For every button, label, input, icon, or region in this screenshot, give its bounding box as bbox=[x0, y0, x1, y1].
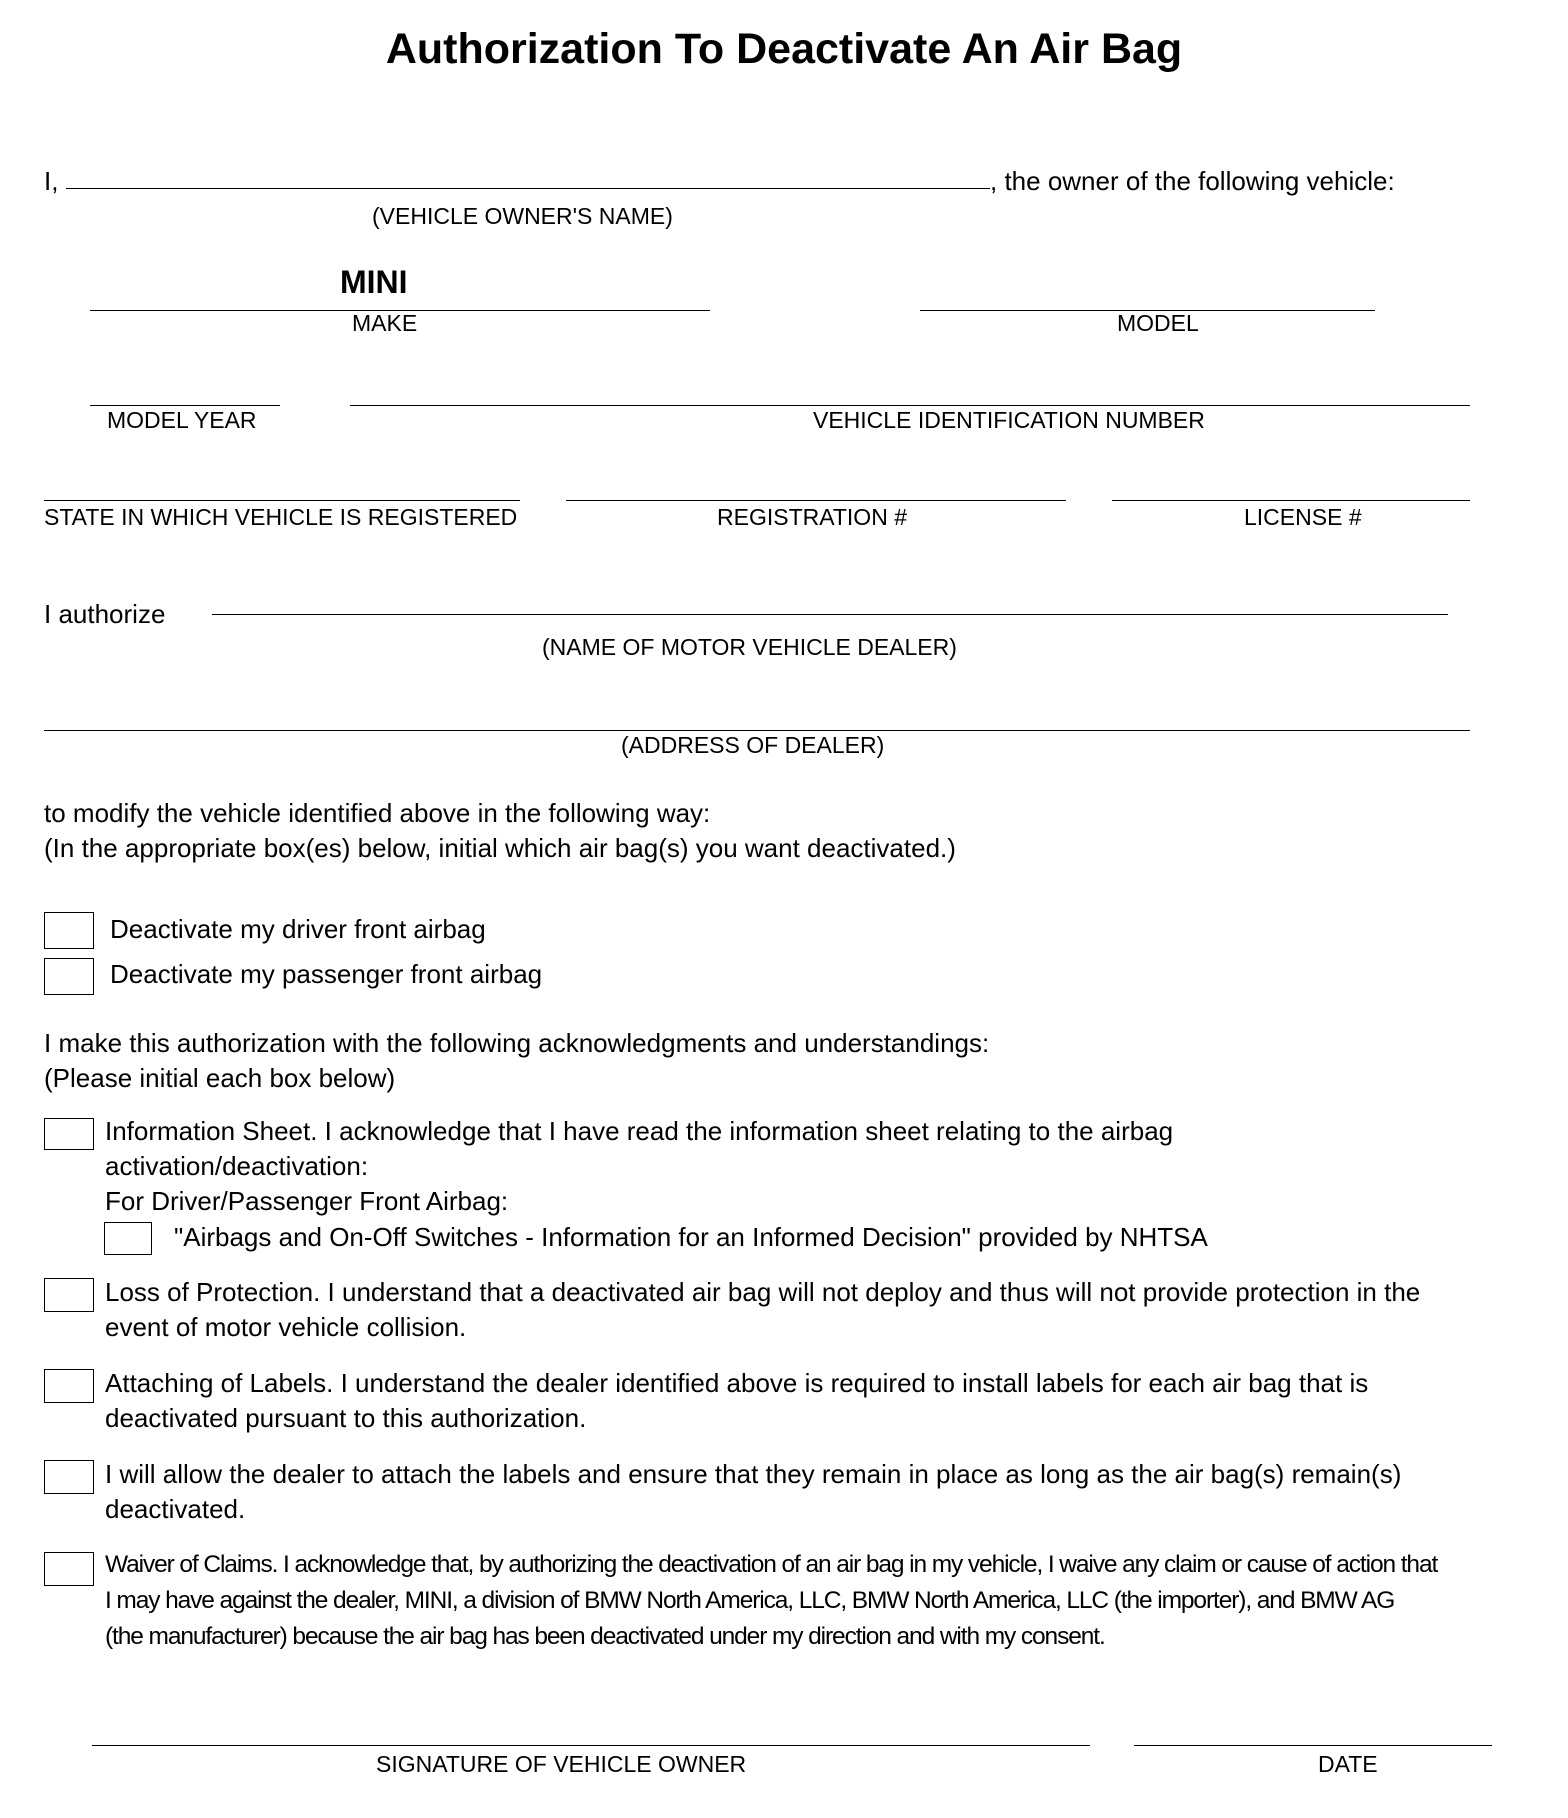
state-caption: STATE IN WHICH VEHICLE IS REGISTERED bbox=[44, 504, 518, 530]
waiver-line-1: Waiver of Claims. I acknowledge that, by authorizing the deactivation of an air bag in my vehicle, I waive any claim or cause of action that bbox=[105, 1551, 1438, 1578]
make-value: MINI bbox=[340, 264, 408, 300]
registration-field[interactable] bbox=[566, 500, 1066, 501]
attaching-labels-line-1: Attaching of Labels. I understand the dealer identified above is required to install labels for each air bag that is bbox=[105, 1368, 1369, 1398]
dealer-address-caption: (ADDRESS OF DEALER) bbox=[621, 732, 885, 758]
owner-name-field[interactable] bbox=[66, 188, 990, 189]
modify-instructions bbox=[44, 796, 956, 866]
ack-intro-line-1: I make this authorization with the following acknowledgments and understandings: bbox=[44, 1028, 990, 1058]
signature-field[interactable] bbox=[92, 1745, 1090, 1746]
dealer-address-field[interactable] bbox=[44, 730, 1470, 731]
modify-line-2: (In the appropriate box(es) below, initial which air bag(s) you want deactivated.) bbox=[44, 833, 956, 863]
vin-caption: VEHICLE IDENTIFICATION NUMBER bbox=[813, 407, 1205, 433]
attaching-labels-text bbox=[105, 1366, 1368, 1436]
loss-of-protection-line-1: Loss of Protection. I understand that a deactivated air bag will not deploy and thus will not provide protection in the bbox=[105, 1277, 1421, 1307]
loss-of-protection-line-2: event of motor vehicle collision. bbox=[105, 1312, 467, 1342]
attaching-labels-checkbox[interactable] bbox=[44, 1369, 94, 1403]
info-sheet-checkbox[interactable] bbox=[44, 1118, 94, 1150]
owner-name-caption: (VEHICLE OWNER'S NAME) bbox=[372, 203, 673, 229]
registration-caption: REGISTRATION # bbox=[717, 504, 907, 530]
ack-intro-line-2: (Please initial each box below) bbox=[44, 1063, 396, 1093]
info-sheet-line-1: Information Sheet. I acknowledge that I have read the information sheet relating to the airbag bbox=[105, 1116, 1174, 1146]
allow-dealer-checkbox[interactable] bbox=[44, 1460, 94, 1494]
passenger-airbag-checkbox[interactable] bbox=[44, 958, 94, 995]
attaching-labels-line-2: deactivated pursuant to this authorization. bbox=[105, 1403, 587, 1433]
authorize-label: I authorize bbox=[44, 599, 166, 629]
owner-prefix: I, bbox=[44, 166, 59, 196]
acknowledgments-intro bbox=[44, 1026, 989, 1096]
date-field[interactable] bbox=[1134, 1745, 1492, 1746]
allow-dealer-text bbox=[105, 1457, 1401, 1527]
driver-airbag-label: Deactivate my driver front airbag bbox=[110, 914, 486, 944]
model-year-caption: MODEL YEAR bbox=[107, 407, 257, 433]
waiver-of-claims-text bbox=[105, 1547, 1437, 1655]
state-field[interactable] bbox=[44, 500, 520, 501]
waiver-of-claims-checkbox[interactable] bbox=[44, 1552, 94, 1586]
info-sheet-text bbox=[105, 1114, 1173, 1219]
nhtsa-brochure-label: "Airbags and On-Off Switches - Information for an Informed Decision" provided by NHTSA bbox=[174, 1222, 1208, 1252]
allow-dealer-line-1: I will allow the dealer to attach the labels and ensure that they remain in place as long as the air bag(s) remain(s) bbox=[105, 1459, 1402, 1489]
loss-of-protection-text bbox=[105, 1275, 1420, 1345]
dealer-name-field[interactable] bbox=[212, 614, 1448, 615]
owner-suffix: , the owner of the following vehicle: bbox=[990, 166, 1395, 196]
model-caption: MODEL bbox=[1117, 310, 1199, 336]
vin-field[interactable] bbox=[350, 405, 1470, 406]
license-field[interactable] bbox=[1112, 500, 1470, 501]
info-sheet-line-2: activation/deactivation: bbox=[105, 1151, 369, 1181]
waiver-line-3: (the manufacturer) because the air bag has been deactivated under my direction and with my consent. bbox=[105, 1623, 1105, 1650]
allow-dealer-line-2: deactivated. bbox=[105, 1494, 246, 1524]
date-caption: DATE bbox=[1318, 1751, 1378, 1777]
signature-caption: SIGNATURE OF VEHICLE OWNER bbox=[376, 1751, 747, 1777]
make-caption: MAKE bbox=[352, 310, 418, 336]
form-title: Authorization To Deactivate An Air Bag bbox=[385, 25, 1183, 73]
nhtsa-brochure-checkbox[interactable] bbox=[104, 1222, 152, 1255]
dealer-name-caption: (NAME OF MOTOR VEHICLE DEALER) bbox=[542, 634, 957, 660]
info-sheet-line-3: For Driver/Passenger Front Airbag: bbox=[105, 1186, 509, 1216]
model-year-field[interactable] bbox=[90, 405, 280, 406]
license-caption: LICENSE # bbox=[1244, 504, 1362, 530]
driver-airbag-checkbox[interactable] bbox=[44, 912, 94, 949]
loss-of-protection-checkbox[interactable] bbox=[44, 1278, 94, 1312]
modify-line-1: to modify the vehicle identified above in the following way: bbox=[44, 798, 711, 828]
waiver-line-2: I may have against the dealer, MINI, a division of BMW North America, LLC, BMW North America, LLC (the importer), and BMW AG bbox=[105, 1587, 1395, 1614]
passenger-airbag-label: Deactivate my passenger front airbag bbox=[110, 959, 543, 989]
